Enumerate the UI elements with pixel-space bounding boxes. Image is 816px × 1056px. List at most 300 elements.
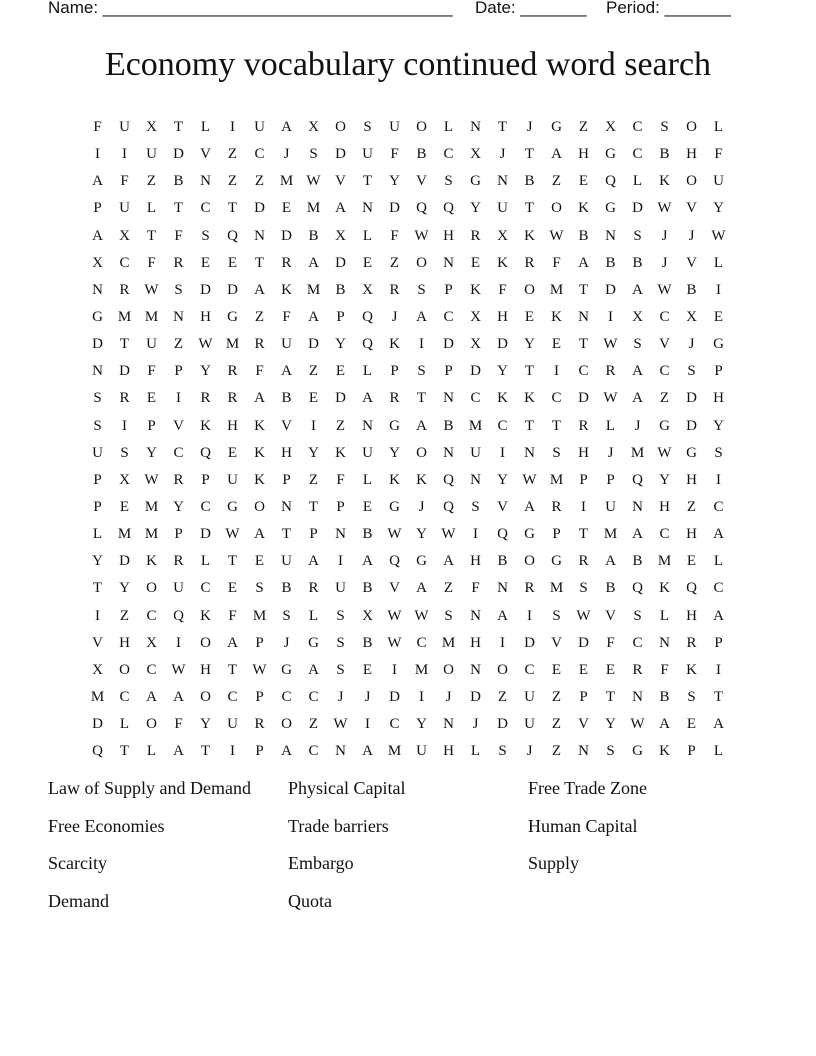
grid-letter: N: [470, 661, 481, 678]
grid-letter: F: [228, 607, 237, 624]
grid-letter: G: [416, 553, 427, 570]
grid-letter: D: [200, 526, 211, 543]
grid-letter: Y: [335, 336, 346, 353]
grid-letter: N: [524, 444, 535, 461]
grid-letter: A: [173, 743, 184, 760]
grid-letter: B: [497, 553, 508, 570]
grid-letter: B: [362, 634, 373, 651]
grid-letter: Y: [119, 580, 130, 597]
grid-letter: I: [554, 363, 559, 380]
grid-letter: C: [632, 119, 643, 136]
grid-letter: T: [146, 227, 157, 244]
page-title: Economy vocabulary continued word search: [104, 46, 712, 83]
grid-row: [84, 413, 732, 440]
grid-letter: U: [119, 200, 130, 217]
grid-letter: S: [363, 119, 372, 136]
grid-letter: B: [686, 281, 697, 298]
grid-letter: J: [661, 254, 668, 271]
grid-letter: E: [470, 254, 481, 271]
grid-letter: I: [230, 119, 235, 136]
grid-letter: K: [389, 336, 400, 353]
grid-letter: S: [309, 146, 318, 163]
grid-letter: W: [198, 336, 213, 353]
grid-letter: N: [200, 173, 211, 190]
grid-letter: P: [174, 363, 183, 380]
grid-row: [84, 223, 732, 250]
grid-letter: U: [713, 173, 724, 190]
grid-letter: C: [200, 200, 211, 217]
grid-letter: Y: [659, 471, 670, 488]
grid-letter: F: [93, 119, 102, 136]
grid-letter: M: [306, 281, 321, 298]
grid-letter: E: [146, 390, 157, 407]
grid-letter: W: [144, 281, 159, 298]
grid-letter: O: [524, 281, 535, 298]
grid-letter: L: [146, 200, 157, 217]
grid-letter: N: [362, 200, 373, 217]
grid-letter: W: [171, 661, 186, 678]
grid-letter: R: [200, 390, 211, 407]
grid-letter: E: [551, 661, 562, 678]
grid-row: [84, 684, 732, 711]
grid-letter: M: [603, 526, 618, 543]
grid-letter: Y: [389, 444, 400, 461]
grid-letter: Z: [119, 607, 130, 624]
grid-letter: T: [173, 200, 184, 217]
grid-letter: E: [524, 309, 535, 326]
word-list-empty-slot: [528, 891, 768, 929]
grid-letter: B: [659, 146, 670, 163]
grid-letter: K: [659, 173, 670, 190]
grid-row: [84, 250, 732, 277]
grid-letter: O: [254, 499, 265, 516]
grid-letter: U: [92, 444, 103, 461]
grid-letter: T: [416, 390, 427, 407]
grid-letter: B: [659, 689, 670, 706]
grid-letter: G: [470, 173, 481, 190]
grid-letter: N: [605, 227, 616, 244]
grid-letter: B: [605, 254, 616, 271]
grid-letter: N: [443, 444, 454, 461]
grid-letter: N: [92, 281, 103, 298]
grid-letter: C: [308, 743, 319, 760]
grid-letter: C: [173, 444, 184, 461]
grid-letter: K: [146, 553, 157, 570]
grid-letter: G: [551, 119, 562, 136]
word-list-item: Trade barriers: [288, 815, 389, 836]
grid-letter: Q: [686, 580, 697, 597]
period-field-label: Period: _______: [606, 0, 731, 17]
grid-letter: A: [335, 200, 346, 217]
grid-letter: N: [92, 363, 103, 380]
grid-letter: B: [605, 580, 616, 597]
grid-letter: S: [714, 444, 723, 461]
grid-letter: I: [95, 607, 100, 624]
grid-letter: K: [254, 417, 265, 434]
grid-letter: P: [336, 309, 345, 326]
grid-letter: L: [200, 553, 211, 570]
grid-letter: Z: [551, 716, 562, 733]
grid-letter: D: [254, 200, 265, 217]
grid-letter: E: [578, 661, 589, 678]
grid-letter: I: [176, 634, 181, 651]
grid-letter: H: [470, 634, 481, 651]
grid-letter: P: [579, 689, 588, 706]
grid-letter: P: [606, 471, 615, 488]
grid-letter: F: [390, 227, 399, 244]
grid-letter: Z: [389, 254, 400, 271]
grid-letter: E: [281, 200, 292, 217]
grid-letter: K: [254, 471, 265, 488]
grid-letter: P: [93, 471, 102, 488]
grid-letter: M: [630, 444, 645, 461]
grid-letter: T: [308, 499, 319, 516]
grid-letter: B: [632, 254, 643, 271]
grid-letter: S: [444, 607, 453, 624]
grid-letter: C: [146, 607, 157, 624]
grid-letter: S: [255, 580, 264, 597]
grid-letter: P: [714, 363, 723, 380]
grid-letter: U: [362, 444, 373, 461]
grid-row: [84, 440, 732, 467]
grid-letter: W: [522, 471, 537, 488]
grid-letter: P: [444, 281, 453, 298]
grid-letter: A: [713, 716, 724, 733]
grid-letter: A: [254, 281, 265, 298]
grid-letter: O: [335, 119, 346, 136]
grid-letter: M: [549, 281, 564, 298]
grid-letter: K: [470, 281, 481, 298]
grid-letter: K: [551, 309, 562, 326]
grid-letter: R: [227, 363, 238, 380]
grid-letter: R: [524, 254, 535, 271]
grid-letter: U: [146, 336, 157, 353]
grid-letter: L: [146, 743, 157, 760]
grid-letter: G: [605, 200, 616, 217]
grid-letter: V: [281, 417, 292, 434]
grid-letter: A: [254, 526, 265, 543]
grid-letter: X: [686, 309, 697, 326]
grid-letter: M: [279, 173, 294, 190]
grid-letter: M: [117, 309, 132, 326]
word-list-item: Physical Capital: [288, 778, 406, 798]
grid-letter: V: [335, 173, 346, 190]
grid-letter: L: [119, 716, 130, 733]
grid-letter: W: [387, 634, 402, 651]
grid-letter: T: [578, 336, 589, 353]
grid-letter: Z: [227, 146, 238, 163]
grid-letter: Y: [389, 173, 400, 190]
grid-letter: K: [524, 390, 535, 407]
grid-letter: H: [497, 309, 508, 326]
grid-letter: V: [389, 580, 400, 597]
grid-letter: J: [472, 716, 479, 733]
grid-letter: J: [526, 743, 533, 760]
grid-letter: N: [470, 119, 481, 136]
grid-letter: A: [92, 227, 103, 244]
grid-letter: K: [686, 661, 697, 678]
word-list-item: Demand: [48, 890, 109, 911]
grid-letter: Q: [497, 526, 508, 543]
grid-letter: D: [605, 281, 616, 298]
grid-letter: O: [686, 173, 697, 190]
grid-letter: W: [657, 444, 672, 461]
grid-letter: K: [335, 444, 346, 461]
grid-letter: Z: [308, 471, 319, 488]
grid-letter: R: [605, 363, 616, 380]
grid-letter: W: [306, 173, 321, 190]
grid-letter: E: [227, 254, 238, 271]
grid-letter: D: [389, 200, 400, 217]
grid-letter: R: [632, 661, 643, 678]
grid-letter: A: [416, 417, 427, 434]
word-list-item: Supply: [528, 853, 580, 873]
grid-letter: J: [499, 146, 506, 163]
grid-letter: R: [389, 390, 400, 407]
grid-letter: X: [335, 227, 346, 244]
grid-row: [84, 195, 732, 222]
grid-letter: Q: [416, 200, 427, 217]
grid-letter: Z: [146, 173, 157, 190]
grid-letter: R: [308, 580, 319, 597]
grid-letter: C: [632, 634, 643, 651]
grid-letter: R: [470, 227, 481, 244]
grid-letter: I: [581, 499, 586, 516]
grid-letter: L: [713, 254, 724, 271]
grid-letter: G: [713, 336, 724, 353]
grid-letter: I: [365, 716, 370, 733]
grid-letter: B: [632, 553, 643, 570]
grid-row: [84, 521, 732, 548]
grid-letter: A: [632, 390, 643, 407]
grid-letter: J: [283, 634, 290, 651]
grid-letter: T: [227, 200, 238, 217]
grid-letter: L: [443, 119, 454, 136]
grid-letter: A: [632, 363, 643, 380]
grid-letter: C: [551, 390, 562, 407]
grid-letter: D: [443, 336, 454, 353]
grid-letter: K: [524, 227, 535, 244]
grid-letter: X: [308, 119, 319, 136]
grid-letter: W: [414, 607, 429, 624]
grid-letter: H: [200, 661, 211, 678]
grid-letter: F: [471, 580, 480, 597]
grid-letter: D: [335, 390, 346, 407]
grid-letter: Z: [308, 363, 319, 380]
grid-letter: A: [308, 254, 319, 271]
grid-letter: U: [416, 743, 427, 760]
grid-row: [84, 467, 732, 494]
grid-letter: E: [254, 553, 265, 570]
grid-letter: L: [632, 173, 643, 190]
grid-letter: P: [201, 471, 210, 488]
grid-letter: M: [144, 526, 159, 543]
grid-letter: N: [173, 309, 184, 326]
grid-letter: S: [120, 444, 129, 461]
grid-letter: T: [524, 200, 535, 217]
grid-letter: Q: [92, 743, 103, 760]
grid-letter: D: [308, 336, 319, 353]
grid-letter: W: [225, 526, 240, 543]
grid-letter: P: [255, 634, 264, 651]
grid-letter: C: [146, 661, 157, 678]
grid-letter: J: [526, 119, 533, 136]
grid-letter: A: [281, 363, 292, 380]
grid-letter: F: [120, 173, 129, 190]
grid-letter: B: [335, 281, 346, 298]
grid-letter: E: [362, 499, 373, 516]
grid-letter: B: [416, 146, 427, 163]
grid-row: [84, 494, 732, 521]
grid-letter: J: [445, 689, 452, 706]
grid-letter: E: [578, 173, 589, 190]
grid-letter: I: [338, 553, 343, 570]
grid-letter: O: [281, 716, 292, 733]
grid-letter: C: [119, 689, 130, 706]
word-list-item: Free Trade Zone: [528, 778, 647, 798]
grid-letter: H: [713, 390, 724, 407]
grid-letter: X: [605, 119, 616, 136]
grid-letter: R: [173, 553, 184, 570]
grid-letter: A: [362, 390, 373, 407]
grid-letter: E: [200, 254, 211, 271]
grid-letter: A: [362, 553, 373, 570]
grid-letter: P: [444, 363, 453, 380]
grid-letter: T: [524, 363, 535, 380]
grid-letter: K: [578, 200, 589, 217]
grid-letter: O: [497, 661, 508, 678]
grid-letter: Y: [146, 444, 157, 461]
grid-letter: T: [92, 580, 103, 597]
grid-letter: T: [227, 553, 238, 570]
grid-letter: N: [335, 526, 346, 543]
grid-letter: A: [416, 309, 427, 326]
grid-letter: R: [578, 417, 589, 434]
grid-letter: T: [497, 119, 508, 136]
grid-letter: G: [659, 417, 670, 434]
grid-letter: A: [659, 716, 670, 733]
grid-letter: C: [308, 689, 319, 706]
grid-letter: D: [686, 417, 697, 434]
grid-letter: E: [227, 444, 238, 461]
grid-letter: T: [524, 146, 535, 163]
grid-row: [84, 630, 732, 657]
grid-letter: J: [391, 309, 398, 326]
grid-letter: M: [306, 200, 321, 217]
grid-letter: Z: [443, 580, 454, 597]
grid-letter: O: [119, 661, 130, 678]
grid-letter: I: [95, 146, 100, 163]
grid-letter: N: [335, 743, 346, 760]
grid-letter: Y: [713, 200, 724, 217]
grid-letter: D: [227, 281, 238, 298]
grid-letter: T: [227, 661, 238, 678]
grid-letter: Q: [362, 336, 373, 353]
grid-letter: D: [578, 634, 589, 651]
grid-letter: V: [659, 336, 670, 353]
grid-letter: S: [606, 743, 615, 760]
grid-letter: F: [336, 471, 345, 488]
grid-letter: U: [119, 119, 130, 136]
grid-letter: K: [497, 390, 508, 407]
grid-letter: L: [659, 607, 670, 624]
grid-letter: S: [93, 390, 102, 407]
grid-letter: T: [119, 336, 130, 353]
grid-letter: P: [336, 499, 345, 516]
grid-letter: S: [417, 281, 426, 298]
grid-letter: L: [713, 743, 724, 760]
grid-letter: F: [282, 309, 291, 326]
grid-letter: Y: [200, 363, 211, 380]
word-list-item: Human Capital: [528, 815, 638, 836]
grid-letter: D: [281, 227, 292, 244]
grid-letter: S: [633, 607, 642, 624]
grid-letter: U: [470, 444, 481, 461]
grid-letter: C: [389, 716, 400, 733]
date-field-label: Date: _______: [475, 0, 587, 17]
grid-letter: H: [578, 444, 589, 461]
grid-letter: Y: [416, 716, 427, 733]
grid-letter: J: [661, 227, 668, 244]
grid-letter: C: [659, 363, 670, 380]
grid-letter: F: [714, 146, 723, 163]
grid-letter: S: [687, 363, 696, 380]
grid-letter: L: [470, 743, 481, 760]
grid-letter: H: [578, 146, 589, 163]
grid-letter: O: [524, 553, 535, 570]
grid-letter: W: [549, 227, 564, 244]
grid-letter: I: [716, 281, 721, 298]
grid-letter: I: [311, 417, 316, 434]
grid-letter: Q: [200, 444, 211, 461]
grid-letter: K: [254, 444, 265, 461]
grid-letter: L: [362, 363, 373, 380]
grid-letter: P: [255, 743, 264, 760]
grid-letter: C: [200, 580, 211, 597]
grid-letter: B: [173, 173, 184, 190]
grid-letter: P: [255, 689, 264, 706]
grid-letter: E: [605, 661, 616, 678]
grid-letter: D: [389, 689, 400, 706]
grid-letter: M: [549, 471, 564, 488]
grid-letter: I: [122, 146, 127, 163]
grid-letter: S: [336, 661, 345, 678]
grid-letter: S: [417, 363, 426, 380]
grid-letter: I: [608, 309, 613, 326]
grid-letter: Y: [605, 716, 616, 733]
grid-letter: G: [524, 526, 535, 543]
grid-letter: L: [308, 607, 319, 624]
grid-letter: A: [632, 281, 643, 298]
grid-letter: A: [497, 607, 508, 624]
grid-letter: C: [227, 689, 238, 706]
grid-letter: D: [335, 254, 346, 271]
grid-letter: G: [605, 146, 616, 163]
grid-letter: A: [146, 689, 157, 706]
grid-letter: R: [389, 281, 400, 298]
grid-row: [84, 548, 732, 575]
grid-letter: Z: [497, 689, 508, 706]
grid-letter: A: [632, 526, 643, 543]
grid-letter: N: [578, 743, 589, 760]
grid-letter: R: [281, 254, 292, 271]
grid-letter: C: [254, 146, 265, 163]
grid-letter: B: [443, 417, 454, 434]
grid-letter: P: [714, 634, 723, 651]
grid-letter: L: [713, 119, 724, 136]
grid-letter: K: [200, 607, 211, 624]
grid-letter: X: [632, 309, 643, 326]
